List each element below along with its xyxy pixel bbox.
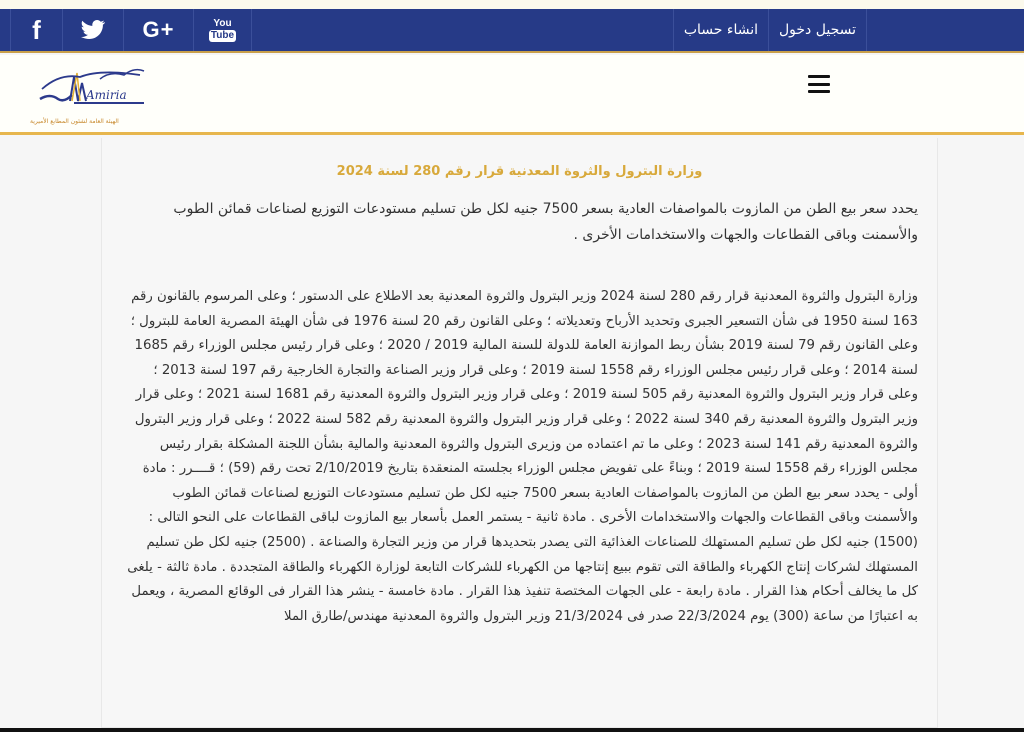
- left-gutter: [14, 138, 101, 728]
- article-summary: يحدد سعر بيع الطن من المازوت بالمواصفات العادية بسعر 7500 جنيه لكل طن تسليم مستودعات التوزيع لصناعات قمائن الطوب والأسمنت وباقى القطاعات والجهات والاستخدامات الأخرى .: [173, 201, 918, 243]
- article-panel: [101, 138, 938, 728]
- facebook-link[interactable]: [10, 9, 62, 51]
- twitter-link[interactable]: [62, 9, 123, 51]
- google-plus-icon: G+: [142, 17, 175, 42]
- auth-links: [673, 9, 867, 51]
- logo-caption: الهيئة العامة لشئون المطابع الأميرية: [30, 118, 119, 125]
- site-logo[interactable]: [20, 65, 160, 127]
- article-body: وزارة البترول والثروة المعدنية قرار رقم 280 لسنة 2024 وزير البترول والثروة المعدنية بعد الاطلاع على الدستور ؛ وعلى المرسوم بالقانون رقم 163 لسنة 1950 فى شأن التسعير الجبرى وتحديد الأرباح وتعديلاته ؛ وعلى القانون رقم 20 لسنة 1976 فى شأن الهيئة المصرية العامة للبترول ؛ وعلى القانون رقم 79 لسنة 2019 بشأن ربط الموازنة العامة للدولة للسنة المالية 2019 / 2020 ؛ وعلى قرار رئيس مجلس الوزراء رقم 1685 لسنة 2014 ؛ وعلى قرار رئيس مجلس الوزراء رقم 1558 لسنة 2019 ؛ وعلى قرار وزير الصناعة والتجارة الخارجية رقم 197 لسنة 2013 ؛ وعلى قرار وزير البترول والثروة المعدنية رقم 505 لسنة 2019 ؛ وعلى قرار وزير البترول والثروة المعدنية رقم 1681 لسنة 2021 ؛ وعلى قرار وزير البترول والثروة المعدنية رقم 340 لسنة 2022 ؛ وعلى قرار وزير البترول والثروة المعدنية رقم 582 لسنة 2022 ؛ وعلى قرار وزير البترول والثروة المعدنية رقم 141 لسنة 2023 ؛ وعلى ما تم اعتماده من وزيرى البترول والثروة المعدنية والمالية بشأن اللجنة المشكلة بقرار رئيس مجلس الوزراء رقم 1558 لسنة 2019 ؛ وبناءً على تفويض مجلس الوزراء بجلسته المنعقدة بتاريخ 2/10/2019 تحت رقم (59) ؛ قــــرر : مادة أولى - يحدد سعر بيع الطن من المازوت بالمواصفات العادية بسعر 7500 جنيه لكل طن تسليم مستودعات التوزيع لصناعات قمائن الطوب والأسمنت وباقى القطاعات والجهات والاستخدامات الأخرى . مادة ثانية - يستمر العمل بأسعار بيع المازوت لباقى القطاعات على النحو التالى : (1500) جنيه لكل طن تسليم المستهلك للصناعات الغذائية التى يصدر بتحديدها قرار من وزير التجارة والصناعة . (2500) جنيه لكل طن تسليم المستهلك لشركات إنتاج الكهرباء والطاقة التى تقوم ببيع إنتاجها من الكهرباء للشركات التابعة لوزارة الكهرباء والطاقة المتجددة . مادة ثالثة - يلغى كل ما يخالف أحكام هذا القرار . مادة رابعة - على الجهات المختصة تنفيذ هذا القرار . مادة خامسة - ينشر هذا القرار فى الوقائع المصرية ، ويعمل به اعتبارًا من ساعة (300) يوم 22/3/2024 صدر فى 21/3/2024 وزير البترول والثروة المعدنية مهندس/طارق الملا: [127, 289, 918, 624]
- login-link[interactable]: تسجيل دخول: [768, 9, 867, 51]
- hamburger-icon-bar: [808, 90, 830, 93]
- youtube-icon: You Tube: [210, 17, 235, 41]
- social-links: [10, 9, 252, 51]
- top-strip: [0, 0, 1024, 9]
- top-navbar: [0, 9, 1024, 53]
- logo-graphic: [20, 65, 160, 115]
- article-title: وزارة البترول والثروة المعدنية قرار رقم 280 لسنة 2024: [336, 164, 703, 179]
- facebook-icon: f: [32, 14, 41, 45]
- register-link[interactable]: انشاء حساب: [673, 9, 768, 51]
- youtube-link[interactable]: [193, 9, 252, 51]
- twitter-icon: [81, 20, 105, 40]
- site-header: [0, 55, 1024, 135]
- hamburger-menu-button[interactable]: [808, 75, 830, 93]
- footer-bar: [0, 728, 1024, 732]
- logo-text: Amiria: [86, 88, 127, 102]
- hamburger-icon-bar: [808, 83, 830, 86]
- hamburger-icon-bar: [808, 75, 830, 78]
- google-plus-link[interactable]: [123, 9, 193, 51]
